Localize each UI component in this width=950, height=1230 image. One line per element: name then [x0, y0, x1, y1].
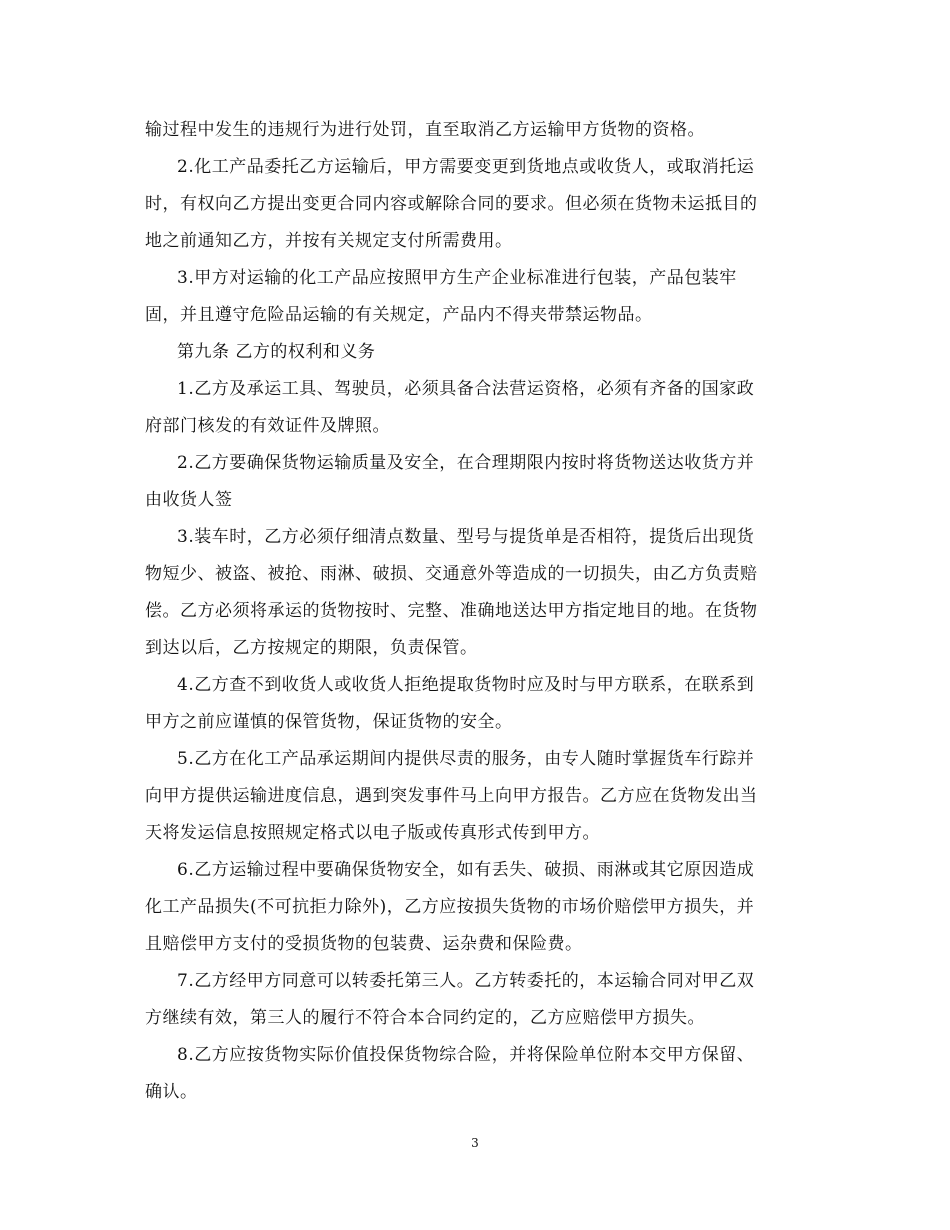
text-line: 2.乙方要确保货物运输质量及安全，在合理期限内按时将货物送达收货方并 — [177, 453, 755, 473]
text-line: 4.乙方查不到收货人或收货人拒绝提取货物时应及时与甲方联系，在联系到 — [177, 675, 755, 695]
text-line: 物短少、被盗、被抢、雨淋、破损、交通意外等造成的一切损失，由乙方负责赔 — [145, 564, 758, 584]
text-line: 3.甲方对运输的化工产品应按照甲方生产企业标准进行包装，产品包装牢 — [177, 268, 737, 288]
text-line: 确认。 — [145, 1082, 198, 1102]
text-line: 3.装车时，乙方必须仔细清点数量、型号与提货单是否相符，提货后出现货 — [177, 527, 755, 547]
text-line: 府部门核发的有效证件及牌照。 — [145, 416, 390, 436]
text-line: 偿。乙方必须将承运的货物按时、完整、准确地送达甲方指定地目的地。在货物 — [145, 601, 758, 621]
text-line: 时，有权向乙方提出变更合同内容或解除合同的要求。但必须在货物未运抵目的 — [145, 194, 758, 214]
text-line: 输过程中发生的违规行为进行处罚，直至取消乙方运输甲方货物的资格。 — [145, 120, 705, 140]
text-line: 向甲方提供运输进度信息，遇到突发事件马上向甲方报告。乙方应在货物发出当 — [145, 786, 758, 806]
text-line: 5.乙方在化工产品承运期间内提供尽责的服务，由专人随时掌握货车行踪并 — [177, 749, 755, 769]
text-line: 6.乙方运输过程中要确保货物安全，如有丢失、破损、雨淋或其它原因造成 — [177, 860, 755, 880]
page-number: 3 — [471, 1136, 479, 1150]
text-line: 8.乙方应按货物实际价值投保货物综合险，并将保险单位附本交甲方保留、 — [177, 1045, 755, 1065]
text-line: 7.乙方经甲方同意可以转委托第三人。乙方转委托的，本运输合同对甲乙双 — [177, 971, 755, 991]
text-line: 甲方之前应谨慎的保管货物，保证货物的安全。 — [145, 712, 513, 732]
text-line: 化工产品损失(不可抗拒力除外)，乙方应按损失货物的市场价赔偿甲方损失，并 — [145, 897, 755, 917]
text-line: 且赔偿甲方支付的受损货物的包装费、运杂费和保险费。 — [145, 934, 583, 954]
text-line: 1.乙方及承运工具、驾驶员，必须具备合法营运资格，必须有齐备的国家政 — [177, 379, 755, 399]
text-line: 方继续有效，第三人的履行不符合本合同约定的，乙方应赔偿甲方损失。 — [145, 1008, 705, 1028]
text-line: 地之前通知乙方，并按有关规定支付所需费用。 — [145, 231, 513, 251]
text-line: 到达以后，乙方按规定的期限，负责保管。 — [145, 638, 478, 658]
section-heading: 第九条 乙方的权利和义务 — [177, 342, 376, 362]
text-line: 由收货人签 — [145, 490, 233, 510]
text-line: 天将发运信息按照规定格式以电子版或传真形式传到甲方。 — [145, 823, 600, 843]
text-line: 2.化工产品委托乙方运输后，甲方需要变更到货地点或收货人，或取消托运 — [177, 157, 755, 177]
text-line: 固，并且遵守危险品运输的有关规定，产品内不得夹带禁运物品。 — [145, 305, 653, 325]
